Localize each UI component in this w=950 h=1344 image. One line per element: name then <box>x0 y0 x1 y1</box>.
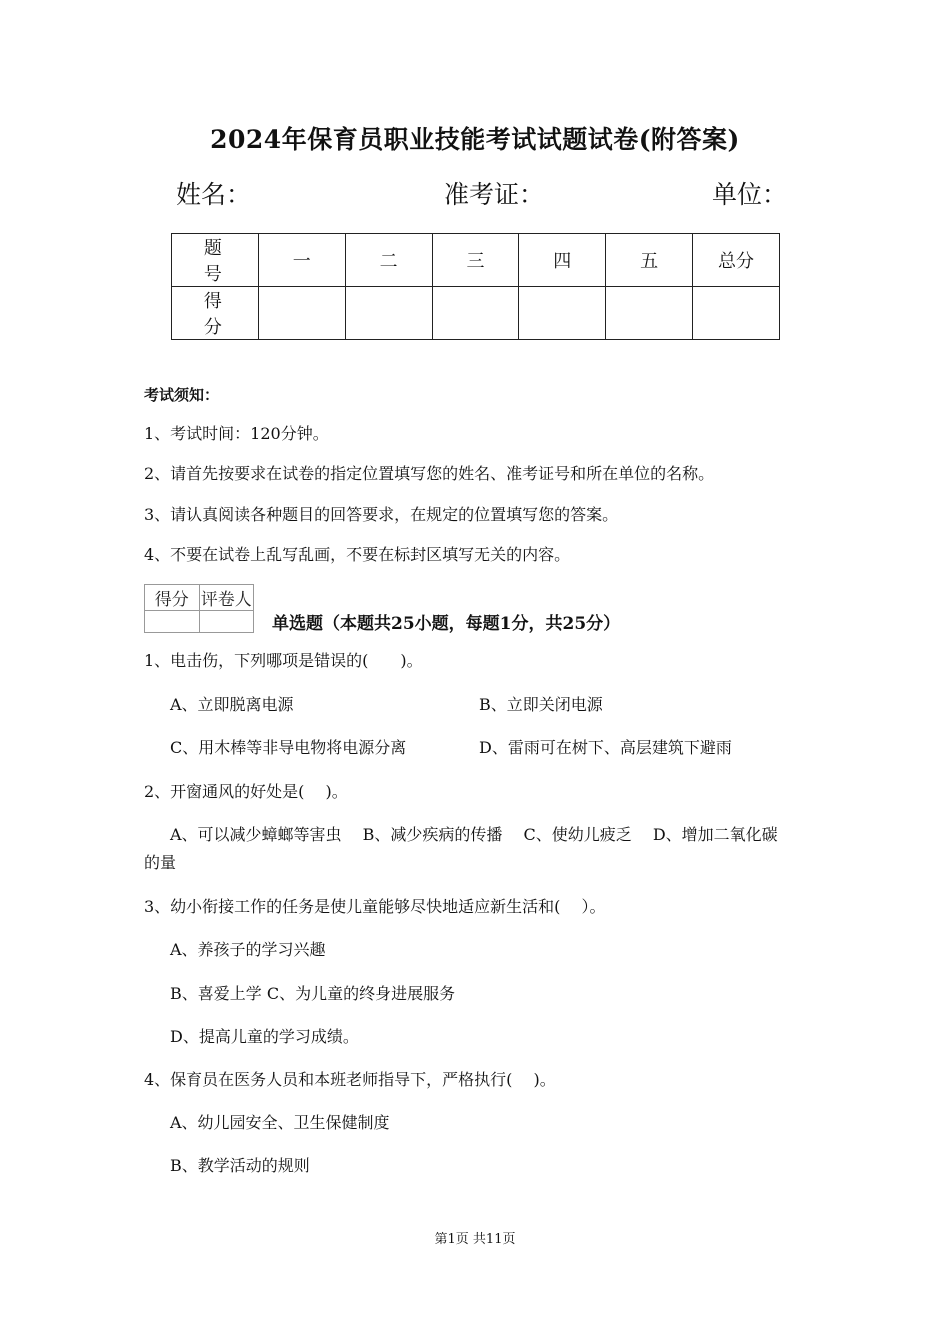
question-4-option-b: B、教学活动的规则 <box>170 1156 310 1175</box>
question-3-option-bc: B、喜爱上学 C、为儿童的终身进展服务 <box>170 984 456 1003</box>
exam-id-label: 准考证： <box>444 180 545 209</box>
grader-box <box>144 584 254 633</box>
score-table-col-1: 一 <box>258 234 345 287</box>
notice-heading: 考试须知： <box>144 386 220 404</box>
question-4-option-a: A、幼儿园安全、卫生保健制度 <box>170 1113 390 1132</box>
score-table-col-5: 五 <box>606 234 693 287</box>
score-cell-total[interactable] <box>693 287 780 340</box>
question-2-options-continued: 的量 <box>144 853 177 872</box>
notice-item-2: 2、请首先按要求在试卷的指定位置填写您的姓名、准考证号和所在单位的名称。 <box>144 464 715 483</box>
grader-name-label: 评卷人 <box>199 585 254 611</box>
question-3-option-a: A、养孩子的学习兴趣 <box>170 940 326 959</box>
score-cell-3[interactable] <box>432 287 519 340</box>
name-label: 姓名： <box>176 180 252 209</box>
question-3-option-d: D、提高儿童的学习成绩。 <box>170 1027 359 1046</box>
question-1-option-b: B、立即关闭电源 <box>479 695 603 714</box>
question-1-stem: 1、电击伤，下列哪项是错误的( )。 <box>144 651 423 670</box>
score-table-header-row <box>172 234 780 287</box>
grader-score-label: 得分 <box>145 585 200 611</box>
notice-item-4: 4、不要在试卷上乱写乱画，不要在标封区填写无关的内容。 <box>144 545 571 564</box>
question-1-option-a: A、立即脱离电源 <box>170 695 294 714</box>
score-cell-2[interactable] <box>345 287 432 340</box>
question-2-options: A、可以减少蟑螂等害虫 B、减少疾病的传播 C、使幼儿疲乏 D、增加二氧化碳 <box>170 825 778 844</box>
score-table-header-label: 题 号 <box>172 234 259 287</box>
score-cell-4[interactable] <box>519 287 606 340</box>
score-table-col-3: 三 <box>432 234 519 287</box>
score-cell-1[interactable] <box>258 287 345 340</box>
section-title: 单选题（本题共25小题，每题1分，共25分） <box>272 614 621 634</box>
page-footer: 第1页 共11页 <box>434 1232 516 1247</box>
notice-item-1: 1、考试时间：120分钟。 <box>144 424 329 443</box>
question-4-stem: 4、保育员在医务人员和本班老师指导下，严格执行( )。 <box>144 1070 556 1089</box>
score-table <box>171 233 780 340</box>
question-2-stem: 2、开窗通风的好处是( )。 <box>144 782 348 801</box>
question-1-option-c: C、用木棒等非导电物将电源分离 <box>170 738 407 757</box>
score-table-col-4: 四 <box>519 234 606 287</box>
page-title: 2024年保育员职业技能考试试题试卷(附答案) <box>210 125 740 154</box>
question-3-stem: 3、幼小衔接工作的任务是使儿童能够尽快地适应新生活和( ）。 <box>144 897 606 916</box>
score-table-col-total: 总分 <box>693 234 780 287</box>
score-table-row-label: 得 分 <box>172 287 259 340</box>
question-1-option-d: D、雷雨可在树下、高层建筑下避雨 <box>479 738 732 757</box>
score-cell-5[interactable] <box>606 287 693 340</box>
grader-score-cell[interactable] <box>145 611 200 633</box>
score-table-col-2: 二 <box>345 234 432 287</box>
unit-label: 单位： <box>712 180 788 209</box>
grader-name-cell[interactable] <box>199 611 254 633</box>
notice-item-3: 3、请认真阅读各种题目的回答要求，在规定的位置填写您的答案。 <box>144 505 619 524</box>
score-table-score-row <box>172 287 780 340</box>
